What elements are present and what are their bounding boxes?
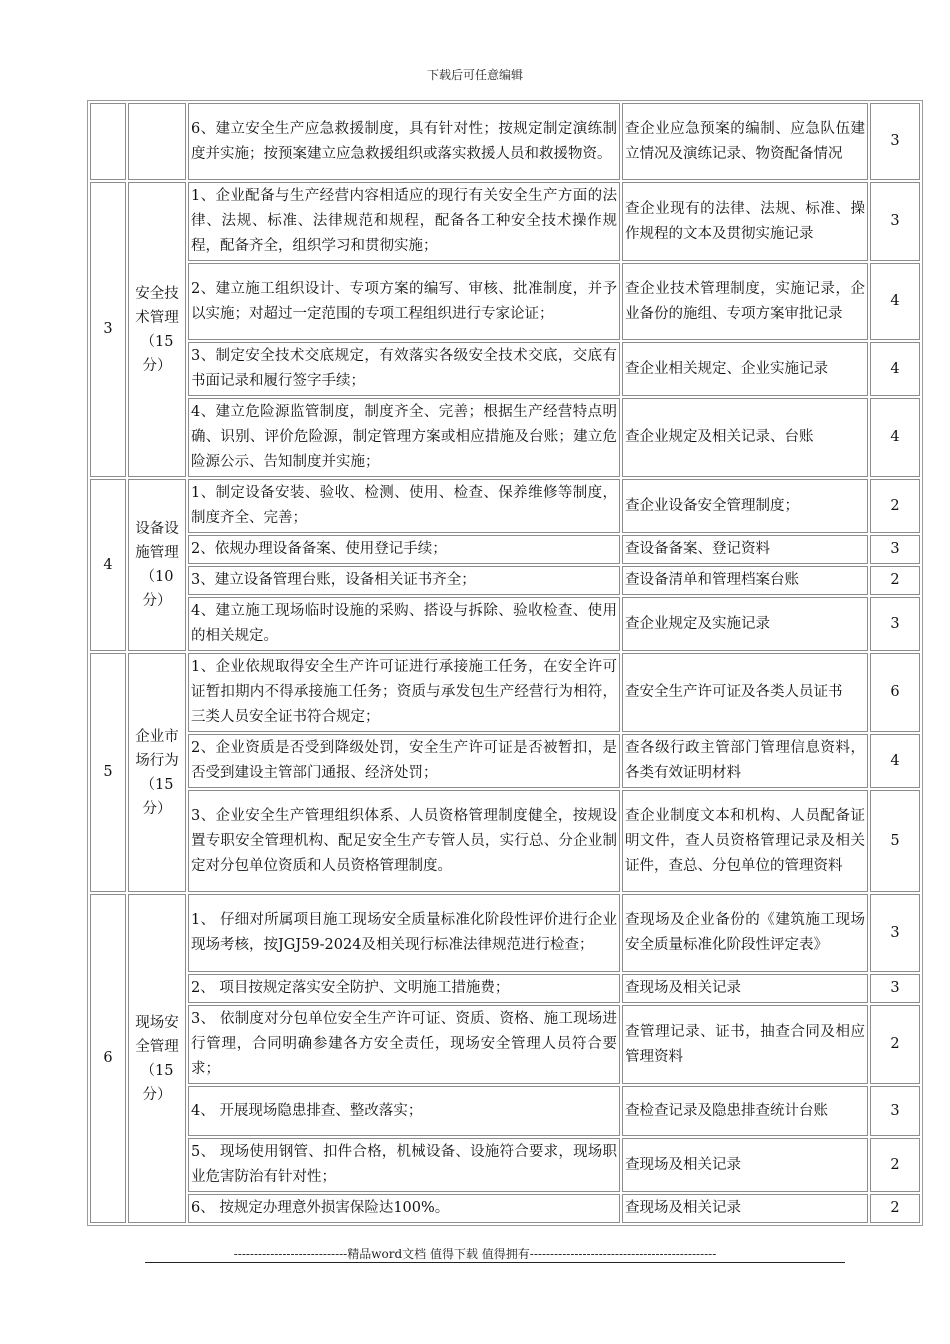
table-row (90, 398, 920, 477)
score-cell: 2 (870, 1005, 920, 1084)
requirement-cell: 2、企业资质是否受到降级处罚，安全生产许可证是否被暂扣，是否受到建设主管部门通报、经济处罚； (188, 734, 620, 788)
check-method-cell: 查设备清单和管理档案台账 (622, 566, 868, 595)
score-cell: 2 (870, 566, 920, 595)
requirement-cell: 3、企业安全生产管理组织体系、人员资格管理制度健全，按规设置专职安全管理机构、配足安全生产专管人员，实行总、分企业制定对分包单位资质和人员资格管理制度。 (188, 790, 620, 892)
score-cell: 4 (870, 263, 920, 340)
score-cell: 4 (870, 734, 920, 788)
table-row (90, 974, 920, 1003)
requirement-cell: 3、 依制度对分包单位安全生产许可证、资质、资格、施工现场进行管理，合同明确参建各方安全责任，现场安全管理人员符合要求； (188, 1005, 620, 1084)
check-method-cell: 查企业相关规定、企业实施记录 (622, 342, 868, 396)
check-method-cell: 查各级行政主管部门管理信息资料，各类有效证明材料 (622, 734, 868, 788)
score-cell: 2 (870, 479, 920, 533)
requirement-cell: 5、 现场使用钢管、扣件合格，机械设备、设施符合要求，现场职业危害防治有针对性； (188, 1138, 620, 1192)
table-row (90, 597, 920, 651)
table-row (90, 1194, 920, 1223)
requirement-cell: 6、 按规定办理意外损害保险达100%。 (188, 1194, 620, 1223)
section-number: 6 (90, 894, 126, 1223)
check-method-cell: 查检查记录及隐患排查统计台账 (622, 1086, 868, 1136)
check-method-cell: 查现场及相关记录 (622, 1138, 868, 1192)
score-cell: 3 (870, 894, 920, 972)
score-cell: 5 (870, 790, 920, 892)
requirement-cell: 2、依规办理设备备案、使用登记手续； (188, 535, 620, 564)
score-cell: 3 (870, 103, 920, 180)
table-row (90, 653, 920, 732)
score-cell: 4 (870, 398, 920, 477)
requirement-cell: 2、建立施工组织设计、专项方案的编写、审核、批准制度，并予以实施；对超过一定范围的专项工程组织进行专家论证； (188, 263, 620, 340)
check-method-cell: 查企业规定及相关记录、台账 (622, 398, 868, 477)
section-number: 4 (90, 479, 126, 651)
check-method-cell: 查企业制度文本和机构、人员配备证明文件，查人员资格管理记录及相关证件，查总、分包单位的管理资料 (622, 790, 868, 892)
table-row (90, 103, 920, 180)
table-row (90, 182, 920, 261)
requirement-cell: 1、企业依规取得安全生产许可证进行承接施工任务，在安全许可证暂扣期内不得承接施工任务；资质与承发包生产经营行为相符，三类人员安全证书符合规定； (188, 653, 620, 732)
footer-rule (145, 1262, 845, 1263)
requirement-cell: 4、 开展现场隐患排查、整改落实； (188, 1086, 620, 1136)
requirement-cell: 4、建立施工现场临时设施的采购、搭设与拆除、验收检查、使用的相关规定。 (188, 597, 620, 651)
score-cell: 4 (870, 342, 920, 396)
score-cell: 3 (870, 974, 920, 1003)
table-row (90, 1005, 920, 1084)
table-row (90, 479, 920, 533)
check-method-cell: 查安全生产许可证及各类人员证书 (622, 653, 868, 732)
table-row (90, 894, 920, 972)
check-method-cell: 查企业设备安全管理制度； (622, 479, 868, 533)
safety-evaluation-table (87, 100, 923, 1226)
section-category: 设备设施管理（10分） (128, 479, 186, 651)
table-row (90, 790, 920, 892)
score-cell: 6 (870, 653, 920, 732)
table-row (90, 342, 920, 396)
check-method-cell: 查管理记录、证书，抽查合同及相应管理资料 (622, 1005, 868, 1084)
table-row (90, 566, 920, 595)
table-row (90, 1138, 920, 1192)
requirement-cell: 3、制定安全技术交底规定，有效落实各级安全技术交底，交底有书面记录和履行签字手续； (188, 342, 620, 396)
page-footer: ----------------------------精品word文档 值得下载 值得拥有---------------------------------------------- (233, 1247, 717, 1261)
table-row (90, 263, 920, 340)
page-header: 下载后可任意编辑 (426, 68, 523, 82)
check-method-cell: 查企业规定及实施记录 (622, 597, 868, 651)
check-method-cell: 查现场及企业备份的《建筑施工现场安全质量标准化阶段性评定表》 (622, 894, 868, 972)
requirement-cell: 1、 仔细对所属项目施工现场安全质量标准化阶段性评价进行企业现场考核，按JGJ59-2024及相关现行标准法律规范进行检查； (188, 894, 620, 972)
check-method-cell: 查企业应急预案的编制、应急队伍建立情况及演练记录、物资配备情况 (622, 103, 868, 180)
requirement-cell: 6、建立安全生产应急救援制度，具有针对性；按规定制定演练制度并实施；按预案建立应急救援组织或落实救援人员和救援物资。 (188, 103, 620, 180)
requirement-cell: 2、 项目按规定落实安全防护、文明施工措施费； (188, 974, 620, 1003)
check-method-cell: 查企业技术管理制度，实施记录，企业备份的施组、专项方案审批记录 (622, 263, 868, 340)
table-row (90, 734, 920, 788)
section-number: 5 (90, 653, 126, 892)
score-cell: 2 (870, 1138, 920, 1192)
score-cell: 3 (870, 182, 920, 261)
section-category: 安全技术管理（15分） (128, 182, 186, 477)
table-row (90, 535, 920, 564)
section-category: 现场安全管理（15分） (128, 894, 186, 1223)
table-row (90, 1086, 920, 1136)
section-number: 3 (90, 182, 126, 477)
section-category: 企业市场行为（15分） (128, 653, 186, 892)
section-category (128, 103, 186, 180)
requirement-cell: 3、建立设备管理台账，设备相关证书齐全； (188, 566, 620, 595)
score-cell: 2 (870, 1194, 920, 1223)
requirement-cell: 1、制定设备安装、验收、检测、使用、检查、保养维修等制度，制度齐全、完善； (188, 479, 620, 533)
score-cell: 3 (870, 597, 920, 651)
requirement-cell: 4、建立危险源监管制度，制度齐全、完善；根据生产经营特点明确、识别、评价危险源，制定管理方案或相应措施及台账；建立危险源公示、告知制度并实施； (188, 398, 620, 477)
check-method-cell: 查现场及相关记录 (622, 1194, 868, 1223)
requirement-cell: 1、企业配备与生产经营内容相适应的现行有关安全生产方面的法律、法规、标准、法律规范和规程，配备各工种安全技术操作规程，配备齐全，组织学习和贯彻实施； (188, 182, 620, 261)
check-method-cell: 查设备备案、登记资料 (622, 535, 868, 564)
score-cell: 3 (870, 535, 920, 564)
check-method-cell: 查现场及相关记录 (622, 974, 868, 1003)
score-cell: 3 (870, 1086, 920, 1136)
section-number (90, 103, 126, 180)
check-method-cell: 查企业现有的法律、法规、标准、操作规程的文本及贯彻实施记录 (622, 182, 868, 261)
